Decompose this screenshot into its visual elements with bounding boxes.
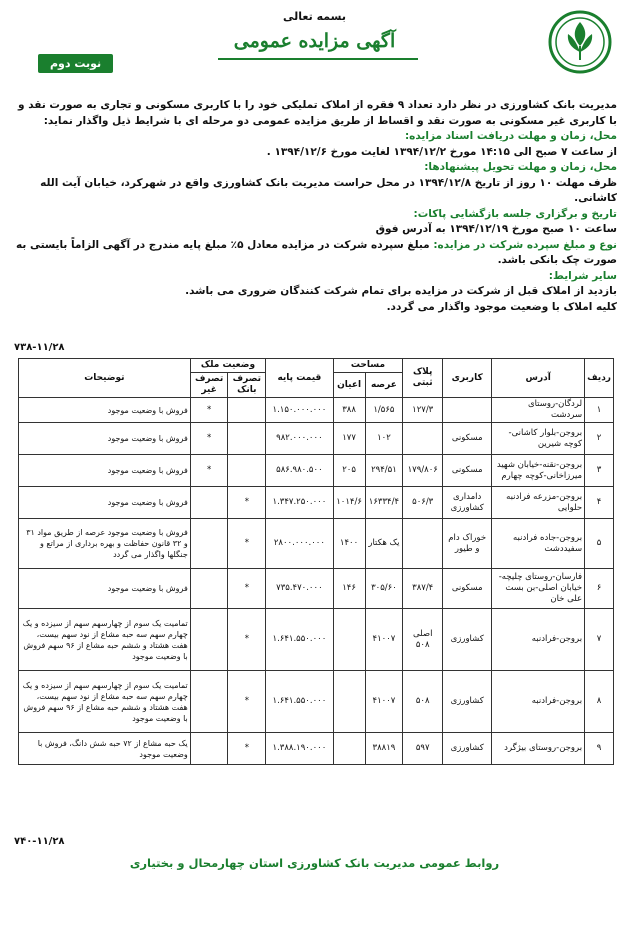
notice-code-bottom: ۷۴۰-۱۱/۲۸ [14, 836, 65, 847]
section-text: بازدید از املاک قبل از شرکت در مزایده برای تمام شرکت کنندگان ضروری می باشد. [185, 285, 617, 297]
header-occ-other: تصرف غیر [190, 373, 228, 398]
row-base-price: ۷۳۵.۴۷۰.۰۰۰ [266, 569, 333, 609]
row-land-area: ۱/۵۶۵ [365, 398, 403, 423]
row-occupied-bank: * [228, 671, 266, 733]
row-usage: مسکونی [443, 423, 492, 455]
row-address: بروجن-بلوار کاشانی-کوچه شیرین [492, 423, 585, 455]
notice-code-top: ۷۳۸-۱۱/۲۸ [14, 342, 65, 353]
row-base-price: ۵۸۶.۹۸۰.۵۰۰ [266, 455, 333, 487]
header-land: عرصه [365, 373, 403, 398]
row-notes: فروش با وضعیت موجود [19, 487, 191, 519]
row-notes: فروش با وضعیت موجود [19, 398, 191, 423]
row-plaque: ۵۰۸ [403, 671, 443, 733]
table-row [19, 671, 614, 733]
row-address: لردگان-روستای سردشت [492, 398, 585, 423]
table-row [19, 455, 614, 487]
header-area: مساحت [333, 359, 403, 373]
row-usage: کشاورزی [443, 609, 492, 671]
row-address: بروجن-فرادنبه [492, 609, 585, 671]
section-heading: محل، زمان و مهلت تحویل پیشنهادها: [424, 161, 617, 173]
row-base-price: ۱.۳۴۷.۲۵۰.۰۰۰ [266, 487, 333, 519]
row-land-area: ۴۱۰۰۷ [365, 671, 403, 733]
row-usage: کشاورزی [443, 671, 492, 733]
row-notes: فروش با وضعیت موجود [19, 423, 191, 455]
header-occ-bank: تصرف بانک [228, 373, 266, 398]
row-notes: فروش با وضعیت موجود [19, 569, 191, 609]
properties-table [18, 358, 614, 765]
row-occupied-bank: * [228, 569, 266, 609]
table-row [19, 609, 614, 671]
row-base-price: ۱.۶۴۱.۵۵۰.۰۰۰ [266, 671, 333, 733]
header-status: وضعیت ملک [190, 359, 265, 373]
row-occupied-other [190, 609, 228, 671]
row-address: بروجن-روستای بیژگرد [492, 733, 585, 765]
row-occupied-bank: * [228, 609, 266, 671]
row-building-area [333, 609, 365, 671]
row-building-area: ۱۰۱۴/۶ [333, 487, 365, 519]
row-occupied-bank [228, 423, 266, 455]
row-notes: تمامیت یک سوم از چهارسهم سهم از سیزده و یک چهارم سهم سه حبه مشاع از نود سهم بیست، هفت هشتاد و ششم حبه مشاع از ۹۶ سهم فروش با وضعیت موجود [19, 609, 191, 671]
page-title: آگهی مزایده عمومی [233, 30, 396, 52]
section-text: کلیه املاک با وضعیت موجود واگذار می گردد. [386, 300, 617, 313]
row-plaque [403, 519, 443, 569]
row-building-area [333, 671, 365, 733]
row-notes: فروش با وضعیت موجود عرصه از طریق مواد ۳۱ و ۳۲ قانون حفاظت و بهره برداری از مراتع و جنگلها واگذار می گردد [19, 519, 191, 569]
footer-signature: روابط عمومی مدیریت بانک کشاورزی استان چهارمحال و بختیاری [129, 856, 500, 870]
row-number: ۲ [585, 423, 614, 455]
row-occupied-other [190, 733, 228, 765]
row-address: بروجن-مزرعه فرادنبه حلوایی [492, 487, 585, 519]
row-base-price: ۲۸۰۰.۰۰۰.۰۰۰ [266, 519, 333, 569]
table-row [19, 398, 614, 423]
row-building-area: ۱۴۶ [333, 569, 365, 609]
table-row [19, 519, 614, 569]
row-plaque: ۳۸۷/۴ [403, 569, 443, 609]
row-occupied-other [190, 671, 228, 733]
row-number: ۸ [585, 671, 614, 733]
header-row-number: ردیف [585, 359, 614, 398]
row-building-area: ۳۸۸ [333, 398, 365, 423]
intro-paragraph: مدیریت بانک کشاورزی در نظر دارد تعداد ۹ فقره از املاک تملیکی خود را با کاربری مسکونی و تجاری به صورت نقد و با کاربری غیر مسکونی به صورت نقد و اقساط از طریق مزایده عمومی دو مرحله ای با شرایط ذیل واگذار نماید: [18, 99, 617, 127]
row-usage [443, 398, 492, 423]
section-text: ظرف مهلت ۱۰ روز از تاریخ ۱۳۹۴/۱۲/۸ در محل حراست مدیریت بانک کشاورزی واقع در شهرکرد، خیابان آیت الله کاشانی. [40, 176, 617, 204]
row-occupied-other: * [190, 398, 228, 423]
header-building: اعیان [333, 373, 365, 398]
bismillah: بسمه تعالی [283, 10, 346, 23]
row-building-area: ۱۴۰۰ [333, 519, 365, 569]
row-building-area: ۱۷۷ [333, 423, 365, 455]
header-notes: توضیحات [19, 359, 191, 398]
row-building-area [333, 733, 365, 765]
row-occupied-other: * [190, 455, 228, 487]
row-notes: یک حبه مشاع از ۷۲ حبه شش دانگ، فروش با وضعیت موجود [19, 733, 191, 765]
table-row [19, 423, 614, 455]
intro-text [12, 98, 617, 315]
round-badge: نوبت دوم [38, 54, 113, 73]
row-number: ۵ [585, 519, 614, 569]
row-plaque: ۱۷۹/۸۰۶ [403, 455, 443, 487]
table-row [19, 569, 614, 609]
row-address: بروجن-نقنه-خیابان شهید میرزاخانی-کوچه چهارم [492, 455, 585, 487]
header-plaque: پلاک ثبتی [403, 359, 443, 398]
section-heading: سایر شرایط: [548, 269, 617, 282]
header-address: آدرس [492, 359, 585, 398]
row-plaque: ۵۹۷ [403, 733, 443, 765]
row-base-price: ۱.۱۵۰.۰۰۰.۰۰۰ [266, 398, 333, 423]
row-plaque: ۱۲۷/۳ [403, 398, 443, 423]
row-base-price: ۱.۶۴۱.۵۵۰.۰۰۰ [266, 609, 333, 671]
row-base-price: ۹۸۲.۰۰۰.۰۰۰ [266, 423, 333, 455]
table-row [19, 733, 614, 765]
section-heading: محل، زمان و مهلت دریافت اسناد مزایده: [404, 130, 617, 142]
row-land-area: ۱۰۲ [365, 423, 403, 455]
section-heading: نوع و مبلغ سپرده شرکت در مزایده: [433, 238, 617, 251]
row-number: ۱ [585, 398, 614, 423]
row-occupied-bank: * [228, 733, 266, 765]
row-occupied-bank [228, 398, 266, 423]
row-notes: فروش با وضعیت موجود [19, 455, 191, 487]
row-notes: تمامیت یک سوم از چهارسهم سهم از سیزده و یک چهارم سهم سه حبه مشاع از نود سهم بیست، هفت هشتاد و ششم حبه مشاع از ۹۶ سهم فروش با وضعیت موجود [19, 671, 191, 733]
row-usage: خوراک دام و طیور [443, 519, 492, 569]
row-occupied-other: * [190, 423, 228, 455]
section-text: مبلغ سپرده شرکت در مزایده معادل ۵٪ مبلغ پایه مندرج در آگهی الزاماً بایستی به صورت چک بانکی باشد. [15, 238, 617, 266]
section-text: از ساعت ۷ صبح الی ۱۴:۱۵ مورخ ۱۳۹۴/۱۲/۲ لغایت مورخ ۱۳۹۴/۱۲/۶ . [266, 145, 617, 158]
title-underline [218, 58, 418, 60]
row-land-area: ۴۱۰۰۷ [365, 609, 403, 671]
row-building-area: ۲۰۵ [333, 455, 365, 487]
row-land-area: ۳۸۸۱۹ [365, 733, 403, 765]
row-base-price: ۱.۳۸۸.۱۹۰.۰۰۰ [266, 733, 333, 765]
row-address: فارسان-روستای چلیچه-خیابان اصلی-بن بست علی خان [492, 569, 585, 609]
row-land-area: ۳۰۵/۶۰ [365, 569, 403, 609]
row-plaque: اصلی ۵۰۸ [403, 609, 443, 671]
row-number: ۴ [585, 487, 614, 519]
table-row [19, 487, 614, 519]
row-occupied-bank [228, 455, 266, 487]
row-occupied-other [190, 487, 228, 519]
row-number: ۷ [585, 609, 614, 671]
row-occupied-bank: * [228, 519, 266, 569]
row-plaque: ۵۰۶/۳ [403, 487, 443, 519]
row-land-area: ۱۶۳۳۴/۴ [365, 487, 403, 519]
header-usage: کاربری [443, 359, 492, 398]
row-occupied-bank: * [228, 487, 266, 519]
row-number: ۶ [585, 569, 614, 609]
row-occupied-other [190, 519, 228, 569]
row-usage: مسکونی [443, 455, 492, 487]
row-occupied-other [190, 569, 228, 609]
row-usage: مسکونی [443, 569, 492, 609]
row-usage: کشاورزی [443, 733, 492, 765]
row-land-area: ۲۹۴/۵۱ [365, 455, 403, 487]
row-number: ۹ [585, 733, 614, 765]
auction-notice [8, 6, 621, 924]
row-plaque [403, 423, 443, 455]
section-text: ساعت ۱۰ صبح مورخ ۱۳۹۴/۱۲/۱۹ به آدرس فوق [375, 223, 617, 235]
section-heading: تاریخ و برگزاری جلسه بازگشایی پاکات: [413, 207, 617, 220]
row-number: ۳ [585, 455, 614, 487]
row-address: بروجن-جاده فرادنبه سفیددشت [492, 519, 585, 569]
row-land-area: یک هکتار [365, 519, 403, 569]
header-price: قیمت پایه [266, 359, 333, 398]
row-address: بروجن-فرادنبه [492, 671, 585, 733]
row-usage: دامداری کشاورزی [443, 487, 492, 519]
